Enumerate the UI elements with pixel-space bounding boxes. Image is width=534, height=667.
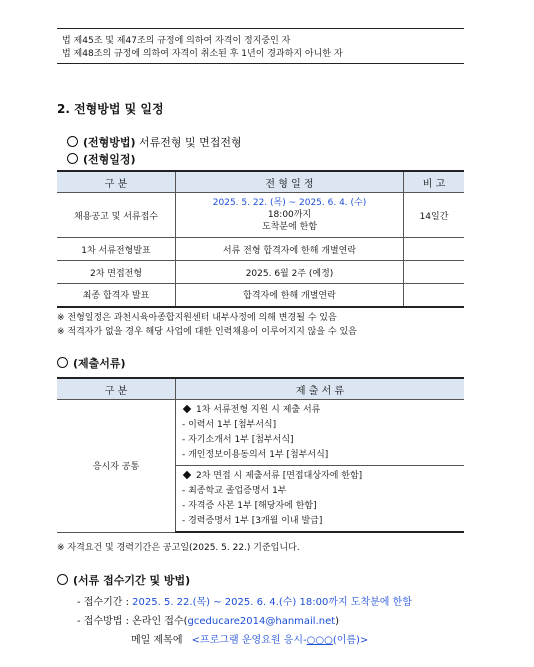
schedule-value: 2025. 6월 2주 (예정)	[176, 261, 404, 284]
table-row	[57, 238, 464, 261]
documents-group-2-title: 2차 면접 시 제출서류 [면접대상자에 한함]	[196, 471, 363, 481]
schedule-date-range: 2025. 5. 22. (목) ~ 2025. 6. 4. (수)	[212, 198, 367, 208]
application-period-value: 2025. 5. 22.(목) ~ 2025. 6. 4.(수) 18:00까지 도착분에 한함	[132, 597, 412, 608]
method-text: 서류전형 및 면접전형	[135, 136, 242, 149]
schedule-value: 서류 전형 합격자에 한해 개별연락	[176, 238, 404, 261]
schedule-header-schedule: 전 형 일 정	[176, 171, 404, 193]
schedule-note	[404, 261, 465, 284]
documents-group-1	[176, 400, 465, 466]
documents-header-docs: 제 출 서 류	[176, 378, 465, 400]
documents-label: (제출서류)	[73, 357, 126, 370]
schedule-date-time: 18:00까지	[267, 210, 312, 220]
circle-bullet-icon	[57, 574, 68, 585]
application-method-close: )	[335, 616, 340, 627]
list-item: - 자격증 사본 1부 [해당자에 한함]	[182, 501, 317, 511]
documents-group-2	[176, 466, 465, 533]
application-period-line	[77, 593, 412, 608]
documents-table	[57, 377, 464, 533]
schedule-note-1: ※ 전형일정은 과천시육아종합지원센터 내부사정에 의해 변경될 수 있음	[57, 313, 337, 323]
application-email-link[interactable]: gceducare2014@hanmail.net	[187, 616, 336, 627]
documents-header-category: 구 분	[57, 378, 176, 400]
diamond-bullet-icon	[183, 405, 191, 413]
table-row	[57, 193, 464, 238]
list-item: - 최종학교 졸업증명서 1부	[182, 486, 287, 496]
application-method-label: - 접수방법 : 온라인 접수(	[77, 616, 188, 627]
schedule-category: 1차 서류전형발표	[57, 238, 176, 261]
schedule-header-category: 구 분	[57, 171, 176, 193]
circle-bullet-icon	[67, 136, 78, 147]
table-row	[57, 400, 464, 466]
schedule-date-cell	[176, 193, 404, 238]
section-heading: 2. 전형방법 및 일정	[57, 102, 164, 116]
application-subject-label: 메일 제목에	[131, 635, 183, 646]
schedule-note	[404, 284, 465, 307]
list-item: - 자기소개서 1부 [첨부서식]	[182, 435, 294, 445]
documents-label-line	[57, 355, 126, 371]
documents-group-1-title: 1차 서류전형 지원 시 제출 서류	[196, 405, 321, 415]
schedule-category: 채용공고 및 서류접수	[57, 193, 176, 238]
circle-bullet-icon	[57, 357, 68, 368]
application-period-label: - 접수기간 :	[77, 597, 133, 608]
schedule-date-condition: 도착분에 한함	[261, 222, 318, 232]
application-label: (서류 접수기간 및 방법)	[73, 574, 191, 587]
disqualification-2: 법 제48조의 규정에 의하여 자격이 취소된 후 1년이 경과하지 아니한 자	[62, 49, 343, 59]
circle-bullet-icon	[67, 153, 78, 164]
list-item: - 경력증명서 1부 [3개월 이내 발급]	[182, 516, 323, 526]
table-row	[57, 261, 464, 284]
application-subject-line	[131, 631, 368, 646]
subject-name: ○○○	[306, 635, 333, 646]
schedule-label: (전형일정)	[83, 153, 136, 166]
application-method-line	[77, 612, 339, 627]
method-line	[67, 134, 242, 150]
schedule-header-note: 비 고	[404, 171, 465, 193]
table-row	[57, 284, 464, 307]
documents-note: ※ 자격요건 및 경력기간은 공고일(2025. 5. 22.) 기준입니다.	[57, 543, 300, 553]
schedule-category: 2차 면접전형	[57, 261, 176, 284]
schedule-note: 14일간	[404, 193, 465, 238]
application-subject-format	[192, 635, 369, 646]
schedule-category: 최종 합격자 발표	[57, 284, 176, 307]
subject-prefix: <프로그램 운영요원 응시-	[191, 635, 307, 646]
schedule-value: 합격자에 한해 개별연락	[176, 284, 404, 307]
schedule-label-line	[67, 151, 136, 167]
method-label: (전형방법)	[83, 136, 136, 149]
list-item: - 이력서 1부 [첨부서식]	[182, 420, 277, 430]
schedule-note-2: ※ 적격자가 없을 경우 해당 사업에 대한 인력채용이 이루어지지 않을 수 있음	[57, 327, 357, 337]
documents-category: 응시자 공통	[57, 400, 176, 533]
application-label-line	[57, 572, 190, 588]
subject-suffix: (이름)>	[332, 635, 369, 646]
disqualification-bottom-rule	[57, 63, 464, 64]
schedule-table	[57, 170, 464, 308]
disqualification-1: 법 제45조 및 제47조의 규정에 의하여 자격이 정지중인 자	[62, 36, 291, 46]
top-rule	[57, 28, 464, 29]
list-item: - 개인정보이용동의서 1부 [첨부서식]	[182, 450, 329, 460]
diamond-bullet-icon	[183, 471, 191, 479]
schedule-note	[404, 238, 465, 261]
